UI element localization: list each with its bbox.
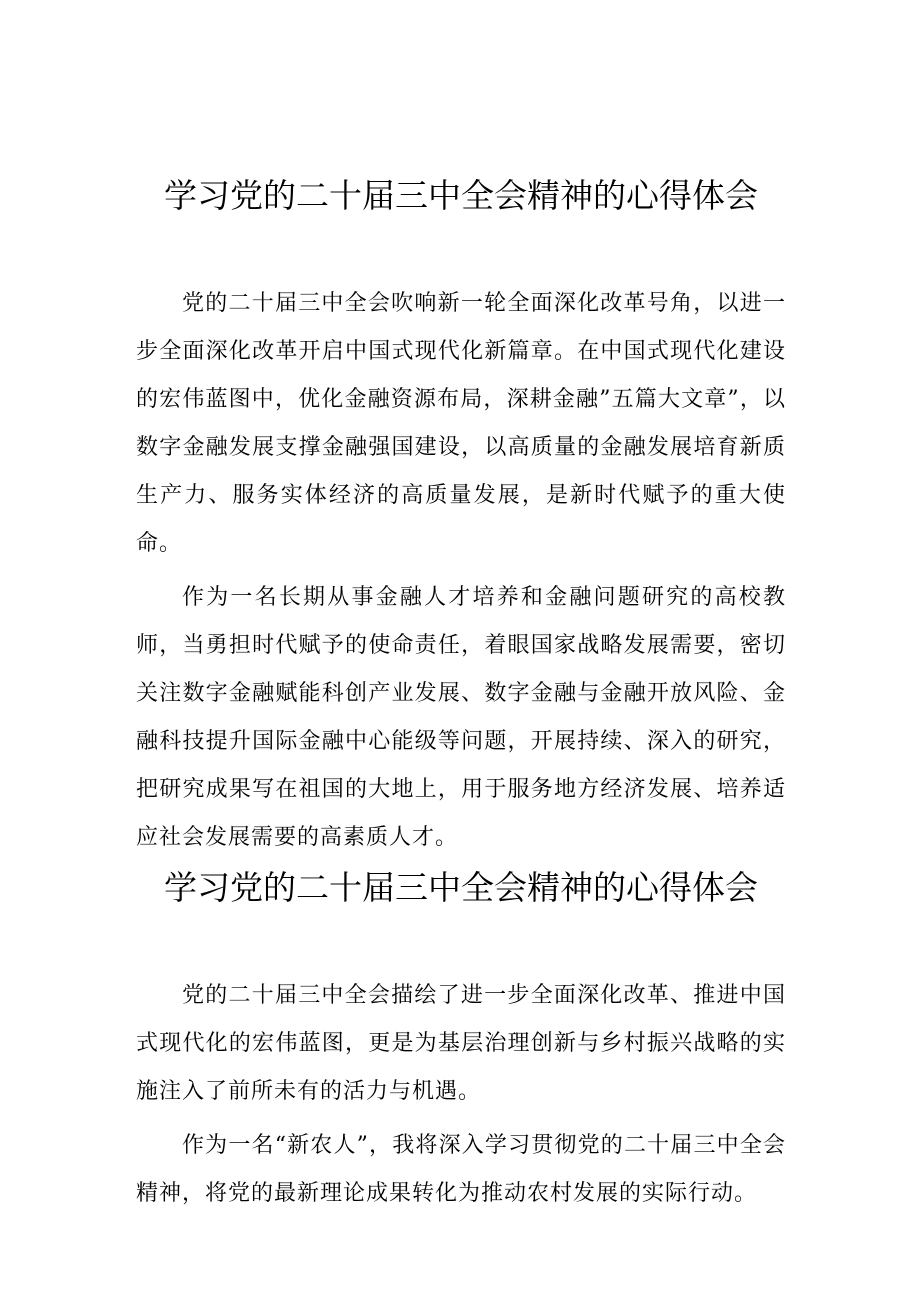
article-2-title: 学习党的二十届三中全会精神的心得体会 <box>164 868 758 907</box>
article-2-paragraph-2: 作为一名“新农人”，我将深入学习贯彻党的二十届三中全会精神，将党的最新理论成果转化为推动农村发展的实际行动。 <box>136 1133 786 1206</box>
article-2-paragraph-1: 党的二十届三中全会描绘了进一步全面深化改革、推进中国式现代化的宏伟蓝图，更是为基层治理创新与乡村振兴战略的实施注入了前所未有的活力与机遇。 <box>136 983 786 1104</box>
article-2 <box>136 862 786 1218</box>
article-1 <box>136 170 786 862</box>
article-1-title: 学习党的二十届三中全会精神的心得体会 <box>164 176 758 215</box>
article-1-paragraph-2: 作为一名长期从事金融人才培养和金融问题研究的高校教师，当勇担时代赋予的使命责任，着眼国家战略发展需要，密切关注数字金融赋能科创产业发展、数字金融与金融开放风险、金融科技提升国际金融中心能级等问题，开展持续、深入的研究，把研究成果写在祖国的大地上，用于服务地方经济发展、培养适应社会发展需要的高素质人才。 <box>136 585 786 850</box>
article-1-paragraph-1: 党的二十届三中全会吹响新一轮全面深化改革号角，以进一步全面深化改革开启中国式现代化新篇章。在中国式现代化建设的宏伟蓝图中，优化金融资源布局，深耕金融”五篇大文章”，以数字金融发展支撑金融强国建设，以高质量的金融发展培育新质生产力、服务实体经济的高质量发展，是新时代赋予的重大使命。 <box>136 291 786 556</box>
